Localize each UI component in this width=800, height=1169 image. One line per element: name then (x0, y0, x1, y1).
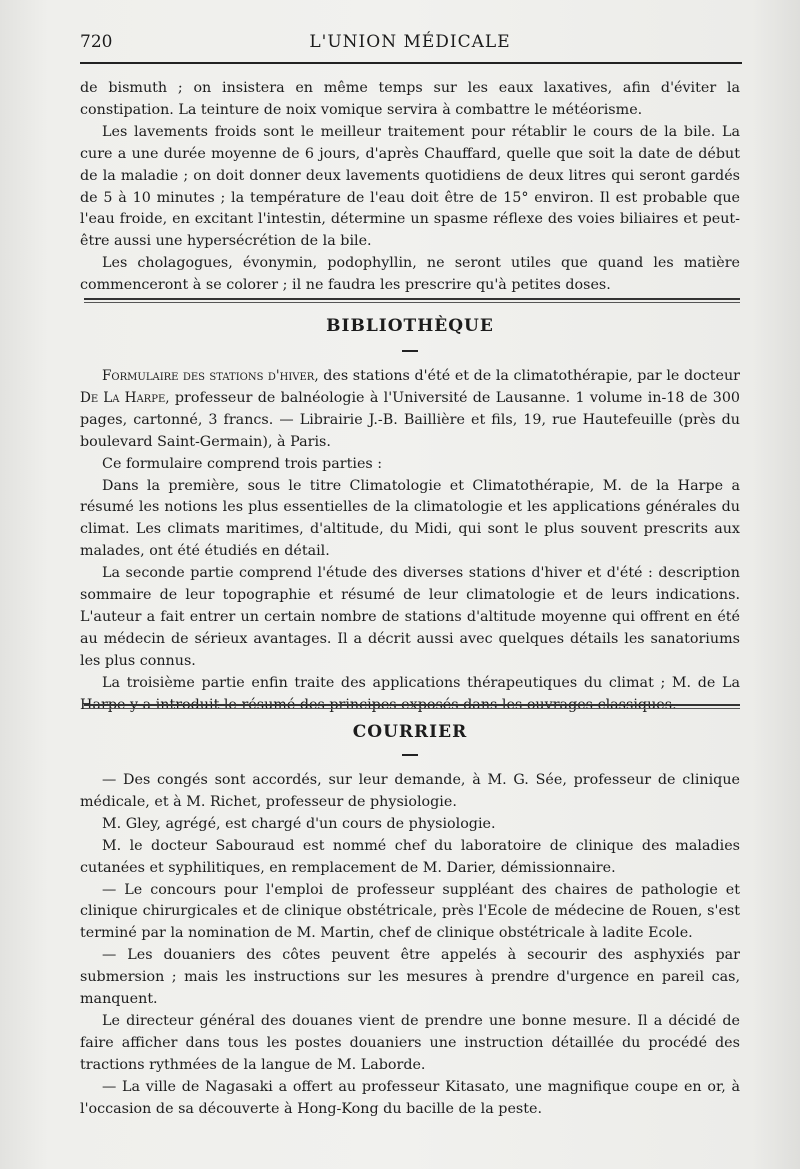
continued-article (80, 78, 740, 297)
book-title: Formulaire des stations d'hiver, (102, 368, 319, 384)
courrier-section (80, 770, 740, 1121)
paragraph: La troisième partie enfin traite des applications thérapeutiques du climat ; M. de La Harpe y a introduit le résumé des principes exposés dans les ouvrages classiques. (80, 674, 740, 713)
paragraph: Dans la première, sous le titre Climatologie et Climatothérapie, M. de la Harpe a résumé les notions les plus essentielles de la climatologie et les applications générales du climat. Les climats maritimes, d'altitude, du Midi, qui sont le plus souvent prescrits aux malades, ont été étudiés en détail. (80, 477, 740, 560)
paragraph: de bismuth ; on insistera en même temps sur les eaux laxatives, afin d'éviter la constipation. La teinture de noix vomique servira à combattre le météorisme. (80, 80, 740, 118)
news-item: — Les douaniers des côtes peuvent être appelés à secourir des asphyxiés par submersion ; mais les instructions sur les mesures à prendre d'urgence en pareil cas, manquent. (80, 947, 740, 1008)
section-divider (84, 298, 740, 303)
news-item: M. Gley, agrégé, est chargé d'un cours de physiologie. (102, 815, 496, 832)
page-header (80, 30, 740, 58)
paragraph: Les lavements froids sont le meilleur traitement pour rétablir le cours de la bile. La cure a une durée moyenne de 6 jours, d'après Chauffard, quelle que soit la date de début de la maladie ; on doit donner deux lavements quotidiens de deux litres qui seront gardés de 5 à 10 minutes ; la température de l'eau doit être de 15° environ. Il est probable que l'eau froide, en excitant l'intestin, détermine un spasme réflexe des voies biliaires et peut-être aussi une hypersécrétion de la bile. (80, 123, 740, 250)
news-item: Le directeur général des douanes vient de prendre une bonne mesure. Il a décidé de faire afficher dans tous les postes douaniers une instruction détaillée du procédé des tractions rythmées de la langue de M. Laborde. (80, 1012, 740, 1073)
book-entry: Formulaire des stations d'hiver, des stations d'été et de la climatothérapie, par le docteur De La Harpe, professeur de balnéologie à l'Université de Lausanne. 1 volume in-18 de 300 pages, cartonné, 3 francs. — Librairie J.-B. Baillière et fils, 19, rue Hautefeuille (près du boulevard Saint-Germain), à Paris. (80, 368, 741, 450)
header-rule (80, 62, 742, 64)
paragraph: Les cholagogues, évonymin, podophyllin, ne seront utiles que quand les matière commenceront à se colorer ; il ne faudra les prescrire qu'à petites doses. (80, 255, 740, 294)
page-number: 720 (80, 32, 113, 52)
news-item: — La ville de Nagasaki a offert au professeur Kitasato, une magnifique coupe en or, à l'occasion de sa découverte à Hong-Kong du bacille de la peste. (80, 1078, 740, 1117)
paragraph: La seconde partie comprend l'étude des diverses stations d'hiver et d'été : description sommaire de leur topographie et résumé de leur climatologie et de leurs indications. L'auteur a fait entrer un certain nombre de stations d'altitude moyenne qui offrent en été au médecin de sérieux avantages. Il a décrit aussi avec quelques détails les sanatoriums les plus connus. (80, 565, 740, 669)
bibliotheque-section (80, 366, 740, 717)
news-item: — Des congés sont accordés, sur leur demande, à M. G. Sée, professeur de clinique médicale, et à M. Richet, professeur de physiologie. (80, 772, 740, 810)
title-dash (402, 350, 418, 352)
section-title-bibliotheque: BIBLIOTHÈQUE (326, 316, 494, 336)
section-divider (84, 704, 740, 709)
book-author: De La Harpe, (80, 389, 170, 406)
running-head-title: L'UNION MÉDICALE (309, 32, 511, 52)
paragraph: Ce formulaire comprend trois parties : (102, 455, 383, 472)
section-title-courrier: COURRIER (352, 722, 468, 742)
news-item: — Le concours pour l'emploi de professeur suppléant des chaires de pathologie et clinique chirurgicales et de clinique obstétricale, près l'Ecole de médecine de Rouen, s'est terminé par la nomination de M. Martin, chef de clinique obstétricale à ladite Ecole. (80, 881, 740, 942)
title-dash (402, 754, 418, 756)
news-item: M. le docteur Sabouraud est nommé chef du laboratoire de clinique des maladies cutanées et syphilitiques, en remplacement de M. Darier, démissionnaire. (80, 837, 740, 876)
